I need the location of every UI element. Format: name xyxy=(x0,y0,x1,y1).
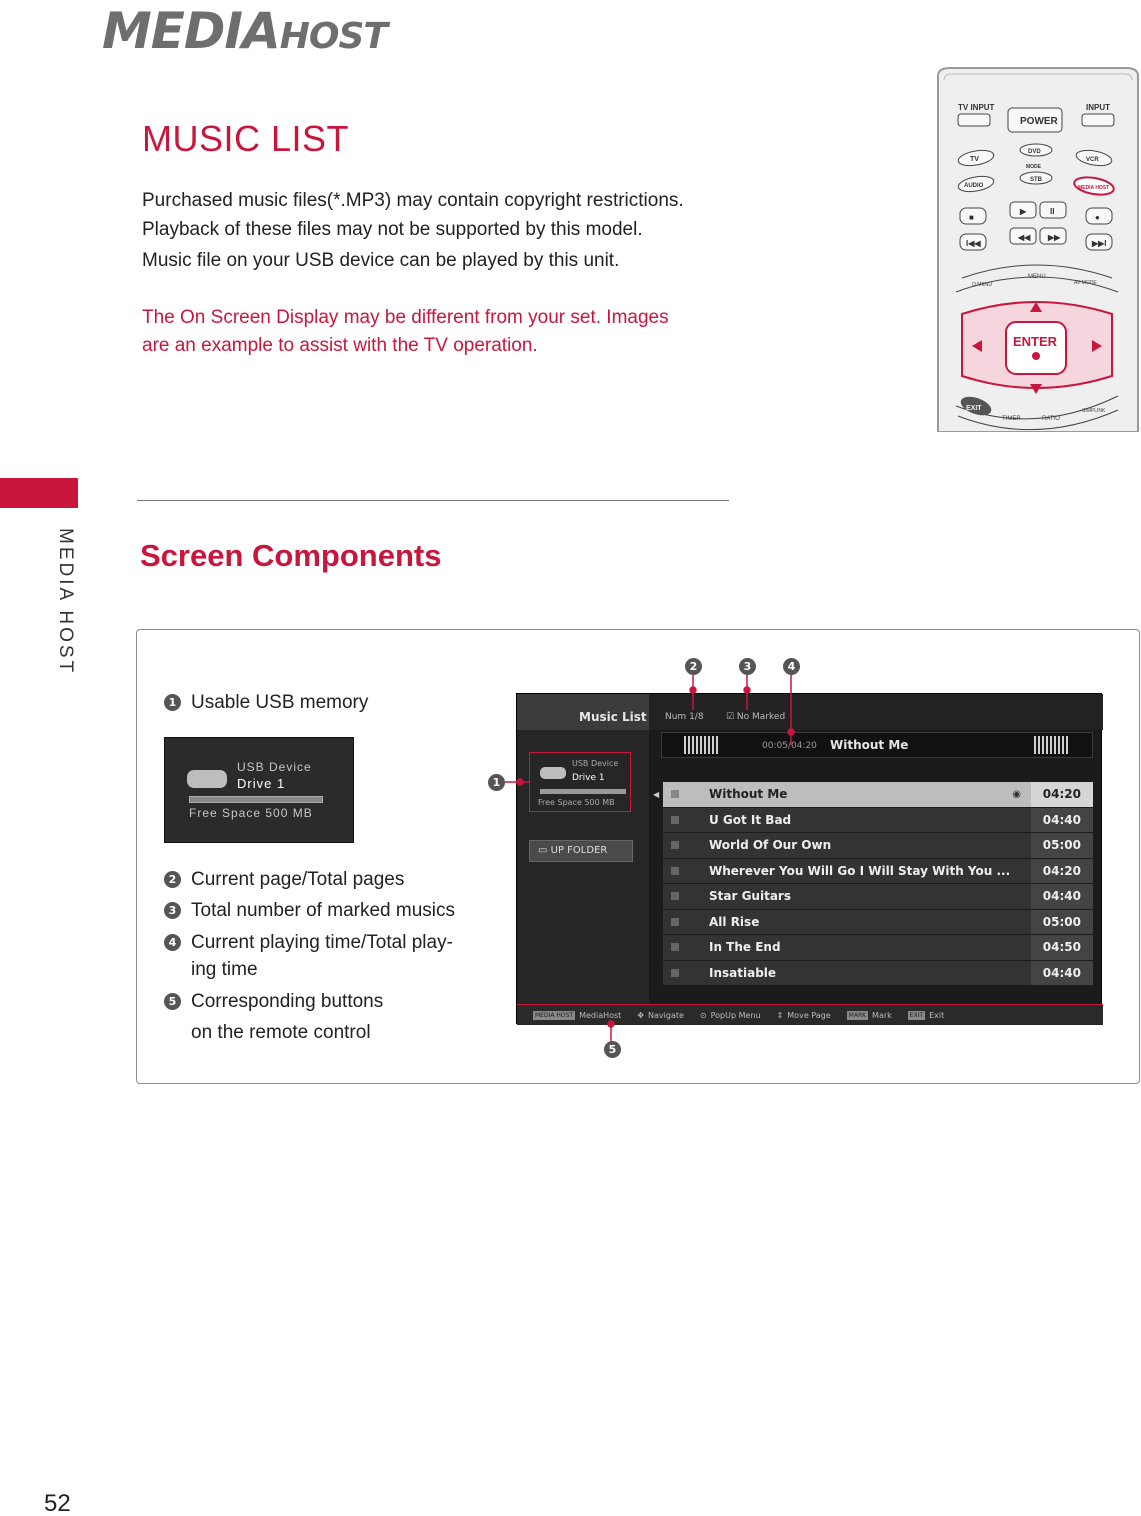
callout-marker-2: 2 xyxy=(685,658,702,675)
usb-space-bar xyxy=(540,789,626,794)
mark-checkbox[interactable] xyxy=(671,943,679,951)
legend-item-buttons xyxy=(164,986,383,1048)
legend-number-1: 1 xyxy=(164,694,181,711)
legend-item-usb xyxy=(164,689,368,716)
equalizer-icon xyxy=(1034,736,1070,754)
page-indicator: Num 1/8 xyxy=(665,712,704,722)
remote-tv-label: TV xyxy=(970,156,979,163)
remote-power-label: POWER xyxy=(1020,116,1058,127)
remote-menu-label: MENU xyxy=(1028,274,1046,280)
callout-marker-3: 3 xyxy=(739,658,756,675)
remote-tv-input-label: TV INPUT xyxy=(958,103,995,112)
screen-components-heading: Screen Components xyxy=(140,538,442,573)
ok-icon: ⊙ xyxy=(699,1010,707,1020)
mediahost-key-icon: MEDIA HOST xyxy=(535,1011,574,1019)
song-title: Star Guitars xyxy=(709,889,791,904)
up-folder-button[interactable] xyxy=(529,840,633,862)
song-duration: 04:40 xyxy=(1031,808,1093,833)
footer-mark-label: Mark xyxy=(872,1010,892,1020)
svg-text:▶▶: ▶▶ xyxy=(1048,233,1061,242)
song-duration: 04:40 xyxy=(1031,961,1093,986)
osd-note xyxy=(142,304,742,360)
song-duration: 04:20 xyxy=(1031,782,1093,807)
usb-device-label: USB Device xyxy=(572,759,619,768)
callout-marker-1: 1 xyxy=(488,774,505,791)
playing-icon: ◉ xyxy=(1012,788,1021,800)
brand-part2: HOST xyxy=(279,16,387,57)
footer-exit[interactable] xyxy=(908,1011,945,1020)
legend-number-4: 4 xyxy=(164,934,181,951)
remote-qmenu-label: Q.MENU xyxy=(972,282,992,288)
song-duration: 04:50 xyxy=(1031,935,1093,960)
footer-exit-label: Exit xyxy=(929,1010,945,1020)
up-folder-label: UP FOLDER xyxy=(550,845,608,856)
song-row[interactable] xyxy=(663,859,1093,885)
side-tab-marker xyxy=(0,478,78,508)
side-tab-label: MEDIA HOST xyxy=(55,528,76,676)
mark-checkbox[interactable] xyxy=(671,969,679,977)
mark-checkbox[interactable] xyxy=(671,816,679,824)
callout-marker-4: 4 xyxy=(783,658,800,675)
remote-simplink-label: SIMPLINK xyxy=(1082,408,1106,414)
footer-mark[interactable] xyxy=(847,1011,892,1020)
song-list xyxy=(663,782,1093,986)
song-duration: 04:40 xyxy=(1031,884,1093,909)
usb-drive-label: Drive 1 xyxy=(572,773,605,783)
remote-stb-label: STB xyxy=(1030,177,1042,183)
music-list-heading: MUSIC LIST xyxy=(142,118,350,159)
usb-drive-icon xyxy=(187,770,227,788)
remote-mode-label: MODE xyxy=(1026,164,1041,170)
svg-text:II: II xyxy=(1050,207,1055,216)
song-row[interactable] xyxy=(663,782,1093,808)
footer-navigate[interactable] xyxy=(637,1011,684,1020)
svg-text:◀◀: ◀◀ xyxy=(1018,233,1031,242)
folder-icon: ▭ xyxy=(538,845,551,856)
play-time: 00:05/04:20 xyxy=(762,741,817,751)
song-row[interactable] xyxy=(663,935,1093,961)
usb-free-space: Free Space 500 MB xyxy=(538,798,615,807)
song-title: Insatiable xyxy=(709,965,777,980)
note-line-2: are an example to assist with the TV operation. xyxy=(142,335,538,356)
usb-device-thumbnail xyxy=(164,737,354,843)
exit-key-icon: EXIT xyxy=(909,1011,924,1019)
footer-popup-label: PopUp Menu xyxy=(710,1010,761,1020)
usb-device-selector[interactable] xyxy=(529,752,631,812)
remote-dvd-label: DVD xyxy=(1028,149,1041,155)
usb-drive-icon xyxy=(540,767,566,779)
legend-text-4b: ing time xyxy=(191,959,258,980)
remote-control-illustration xyxy=(936,66,1140,432)
remote-audio-label: AUDIO xyxy=(964,183,984,189)
song-row[interactable] xyxy=(663,910,1093,936)
screen-header-right xyxy=(649,694,1103,730)
music-list-screen xyxy=(516,693,1102,1024)
song-duration: 04:20 xyxy=(1031,859,1093,884)
footer-popup[interactable] xyxy=(700,1011,761,1020)
mark-key-icon: MARK xyxy=(848,1011,867,1019)
svg-text:●: ● xyxy=(1095,213,1100,222)
legend-text-5b: on the remote control xyxy=(191,1022,371,1043)
mark-checkbox[interactable] xyxy=(671,790,679,798)
mark-checkbox[interactable] xyxy=(671,892,679,900)
svg-text:▶: ▶ xyxy=(1020,207,1027,216)
legend-text-4a: Current playing time/Total play- xyxy=(191,932,453,953)
legend-item-marked xyxy=(164,897,455,924)
song-duration: 05:00 xyxy=(1031,910,1093,935)
remote-input-label: INPUT xyxy=(1086,103,1110,112)
equalizer-icon xyxy=(684,736,720,754)
legend-text-5a: Corresponding buttons xyxy=(191,991,384,1012)
page-number: 52 xyxy=(44,1490,71,1516)
legend-item-time xyxy=(164,929,453,983)
legend-number-2: 2 xyxy=(164,871,181,888)
remote-media-host-label: MEDIA HOST xyxy=(1078,185,1110,191)
legend-text-3: Total number of marked musics xyxy=(191,900,455,921)
callout-marker-5: 5 xyxy=(604,1041,621,1058)
song-title: U Got It Bad xyxy=(709,812,792,827)
usb-thumb-line3: Free Space 500 MB xyxy=(189,806,313,820)
screen-footer xyxy=(517,1004,1103,1025)
legend-number-5: 5 xyxy=(164,993,181,1010)
brand-part1: MEDIA xyxy=(102,2,280,60)
screen-title: Music List xyxy=(579,710,647,724)
brand-logo xyxy=(102,2,387,60)
legend-number-3: 3 xyxy=(164,902,181,919)
footer-move-page-label: Move Page xyxy=(787,1010,831,1020)
remote-avmode-label: AV MODE xyxy=(1074,280,1097,286)
now-playing-bar xyxy=(661,732,1093,758)
song-title: World Of Our Own xyxy=(709,838,832,853)
song-title: All Rise xyxy=(709,914,760,929)
footer-mediahost-label: MediaHost xyxy=(579,1010,622,1020)
song-row[interactable] xyxy=(663,884,1093,910)
mark-checkbox[interactable] xyxy=(671,867,679,875)
footer-move-page[interactable] xyxy=(777,1011,831,1020)
usb-thumb-line2: Drive 1 xyxy=(237,776,286,791)
song-title: Wherever You Will Go I Will Stay With You ... xyxy=(709,863,1011,878)
legend-text-2: Current page/Total pages xyxy=(191,869,405,890)
mark-checkbox[interactable] xyxy=(671,841,679,849)
svg-text:▶▶I: ▶▶I xyxy=(1092,239,1107,248)
song-row[interactable] xyxy=(663,961,1093,987)
remote-enter-label: ENTER xyxy=(1013,334,1058,349)
now-playing-title: Without Me xyxy=(830,738,909,752)
mark-checkbox[interactable] xyxy=(671,918,679,926)
note-line-1: The On Screen Display may be different from your set. Images xyxy=(142,307,669,328)
navigate-icon: ✥ xyxy=(637,1010,645,1020)
legend-item-page xyxy=(164,866,404,893)
marked-indicator: ☑ No Marked xyxy=(726,712,786,722)
song-row[interactable] xyxy=(663,833,1093,859)
footer-navigate-label: Navigate xyxy=(648,1010,684,1020)
section-divider xyxy=(137,500,729,501)
remote-exit-label: EXIT xyxy=(966,405,982,412)
svg-text:I◀◀: I◀◀ xyxy=(966,239,981,248)
song-title: Without Me xyxy=(709,787,788,802)
remote-vcr-label: VCR xyxy=(1086,157,1099,163)
usb-thumb-line1: USB Device xyxy=(237,760,312,774)
song-title: In The End xyxy=(709,940,781,955)
legend-text-1: Usable USB memory xyxy=(191,692,369,713)
song-duration: 05:00 xyxy=(1031,833,1093,858)
usb-space-bar xyxy=(189,796,323,803)
intro-paragraph xyxy=(142,186,782,275)
channel-page-icon: ⇕ xyxy=(776,1010,784,1020)
footer-mediahost[interactable] xyxy=(533,1011,621,1020)
remote-timer-label: TIMER xyxy=(1002,416,1021,422)
intro-line-1: Purchased music files(*.MP3) may contain copyright restrictions. xyxy=(142,190,684,211)
svg-text:■: ■ xyxy=(969,213,974,222)
intro-line-3: Music file on your USB device can be played by this unit. xyxy=(142,250,620,271)
remote-ratio-label: RATIO xyxy=(1042,416,1060,422)
scroll-left-icon: ◀ xyxy=(653,790,660,799)
song-row[interactable] xyxy=(663,808,1093,834)
intro-line-2: Playback of these files may not be supported by this model. xyxy=(142,219,643,240)
